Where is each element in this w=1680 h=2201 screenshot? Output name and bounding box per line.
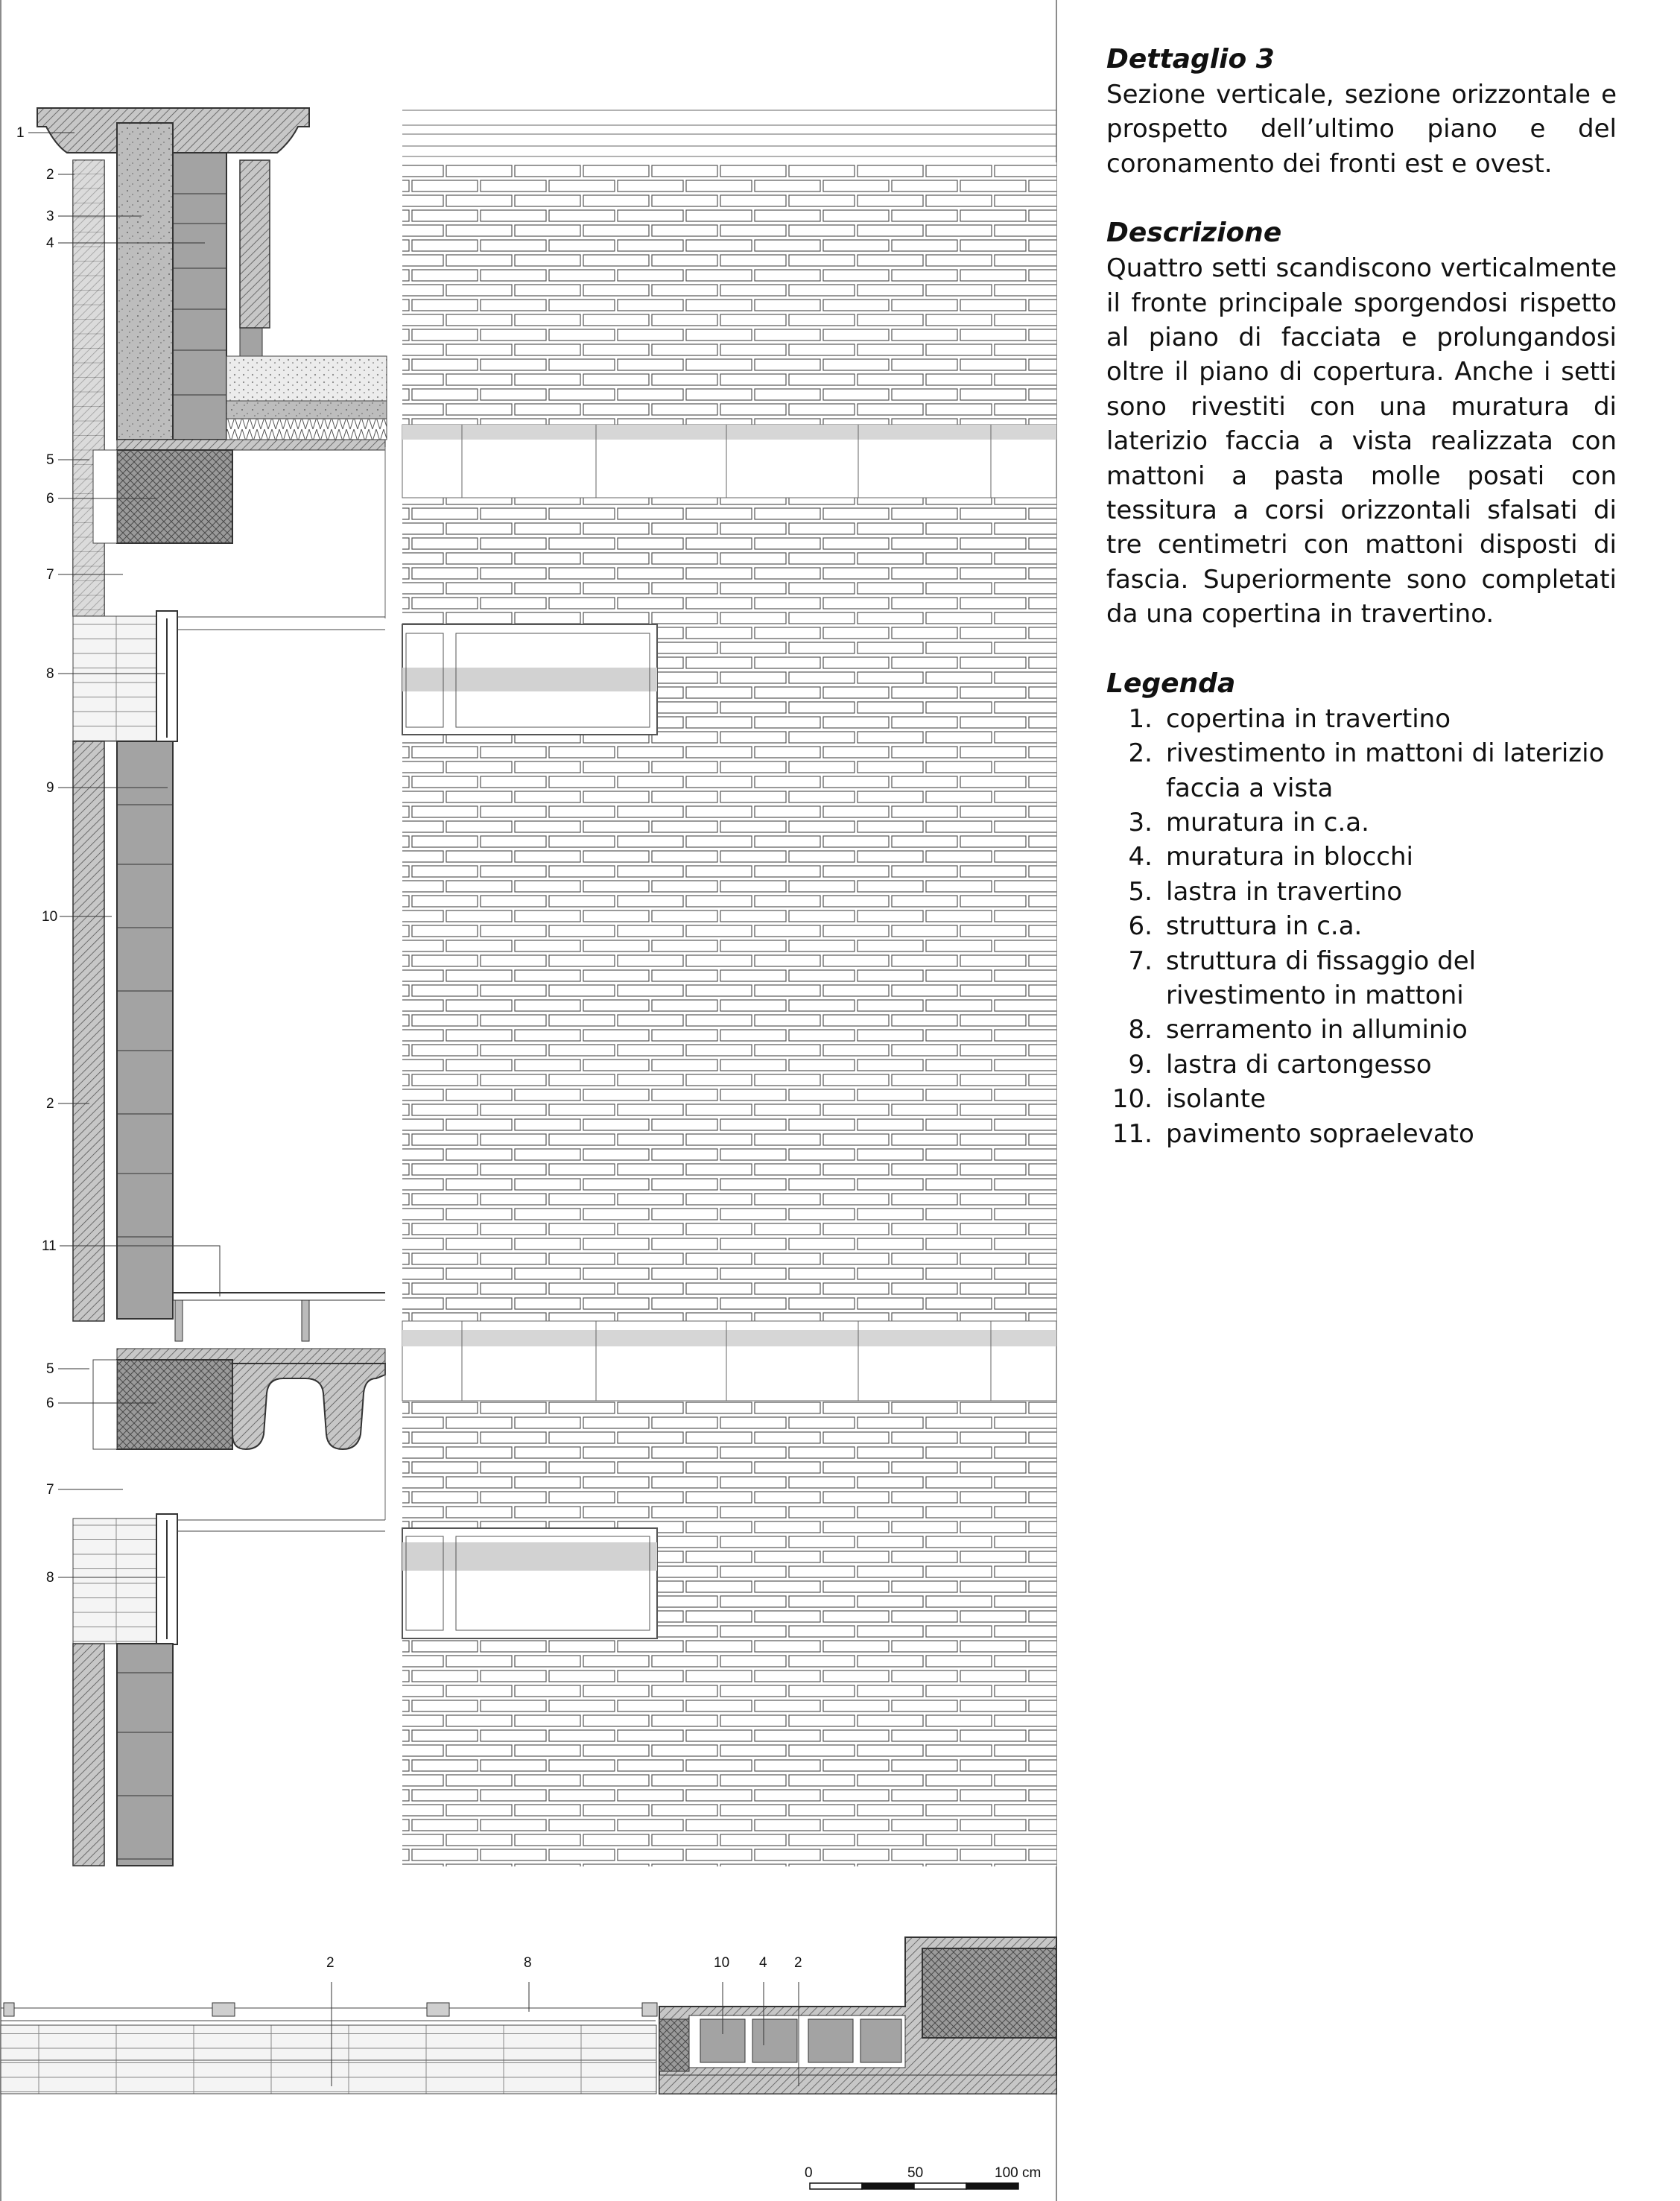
callout-label: 8 — [46, 1570, 54, 1586]
legend-item — [1106, 1013, 1617, 1047]
callout-label: 4 — [46, 235, 54, 251]
legend-text: lastra in travertino — [1166, 876, 1403, 907]
legend-text: struttura di fissaggio del rivestimento in mattoni — [1166, 946, 1477, 1010]
plan-callout-label: 2 — [326, 1955, 335, 1971]
legend-item — [1106, 840, 1617, 874]
window-elevation-upper — [402, 624, 657, 735]
callout-label: 2 — [46, 167, 54, 183]
legend-list — [1106, 702, 1617, 1151]
legend-number: 6. — [1128, 911, 1153, 942]
text-column — [1106, 42, 1617, 1151]
callout-label: 6 — [46, 491, 54, 507]
callout-label: 5 — [46, 452, 54, 468]
horizontal-section — [1, 1937, 1056, 2094]
callout-label: 3 — [46, 209, 54, 224]
legend-number: 1. — [1128, 703, 1153, 734]
legend-text: rivestimento in mattoni di laterizio faccia a vista — [1166, 738, 1605, 803]
legend-item — [1106, 702, 1617, 736]
callout-label: 11 — [42, 1238, 57, 1254]
window-elevation-lower — [402, 1528, 657, 1638]
legend-item — [1106, 736, 1617, 805]
legend-item — [1106, 1048, 1617, 1082]
legend-item — [1106, 1082, 1617, 1116]
legend-number: 11. — [1112, 1118, 1153, 1149]
scale-label-100: 100 cm — [995, 2165, 1042, 2181]
legend-text: muratura in c.a. — [1166, 807, 1369, 837]
callout-label: 8 — [46, 666, 54, 682]
legend-number: 3. — [1128, 807, 1153, 837]
callout-label: 7 — [46, 1482, 54, 1498]
legend-number: 5. — [1128, 876, 1153, 907]
callout-label: 5 — [46, 1361, 54, 1377]
legend-heading: Legenda — [1106, 668, 1236, 699]
scale-bar — [805, 2165, 1041, 2189]
callout-label: 9 — [46, 780, 54, 796]
legend-text: lastra di cartongesso — [1166, 1049, 1432, 1080]
detail-subtitle: Sezione verticale, sezione orizzontale e prospetto dell’ultimo piano e del coronamento dei fronti est e ovest. — [1106, 80, 1617, 179]
legend-text: copertina in travertino — [1166, 703, 1451, 734]
facade-elevation — [402, 110, 1056, 1866]
callout-label: 2 — [46, 1096, 54, 1112]
legend-number: 7. — [1128, 946, 1153, 976]
detail-heading: Dettaglio 3 — [1106, 44, 1275, 75]
legend-text: serramento in alluminio — [1166, 1015, 1468, 1045]
legend-text: isolante — [1166, 1084, 1267, 1115]
legend-item — [1106, 805, 1617, 840]
legend-number: 4. — [1128, 842, 1153, 873]
legend-number: 2. — [1128, 738, 1153, 769]
legend-text: pavimento sopraelevato — [1166, 1118, 1474, 1149]
plan-callout-label: 2 — [794, 1955, 802, 1971]
plan-callout-label: 8 — [524, 1955, 532, 1971]
scale-label-50: 50 — [907, 2165, 924, 2181]
legend-item — [1106, 875, 1617, 909]
callout-label: 6 — [46, 1396, 54, 1411]
plan-callout-label: 10 — [714, 1955, 730, 1971]
scale-label-0: 0 — [805, 2165, 813, 2181]
legend-text: struttura in c.a. — [1166, 911, 1363, 942]
callout-label: 7 — [46, 567, 54, 583]
legend-number: 9. — [1128, 1049, 1153, 1080]
legend-item — [1106, 1117, 1617, 1151]
description-text: Quattro setti scandiscono verticalmente il fronte principale sporgendosi rispetto al piano di facciata e prolungandosi oltre il piano di copertura. Anche i setti sono rivestiti con una muratura di laterizio faccia a vista realizzata con mattoni a pasta molle posati con tessitura a corsi orizzontali sfalsati di tre centimetri con mattoni disposti di fascia. Superiormente sono completati da una copertina in travertino. — [1106, 253, 1617, 630]
description-heading: Descrizione — [1106, 218, 1282, 249]
vertical-section — [37, 108, 387, 1866]
legend-item — [1106, 944, 1617, 1013]
legend-number: 10. — [1112, 1084, 1153, 1115]
plan-callout-label: 4 — [759, 1955, 767, 1971]
callout-label: 1 — [16, 125, 25, 141]
callout-label: 10 — [42, 909, 58, 925]
legend-number: 8. — [1128, 1015, 1153, 1045]
legend-item — [1106, 909, 1617, 943]
legend-text: muratura in blocchi — [1166, 842, 1413, 873]
